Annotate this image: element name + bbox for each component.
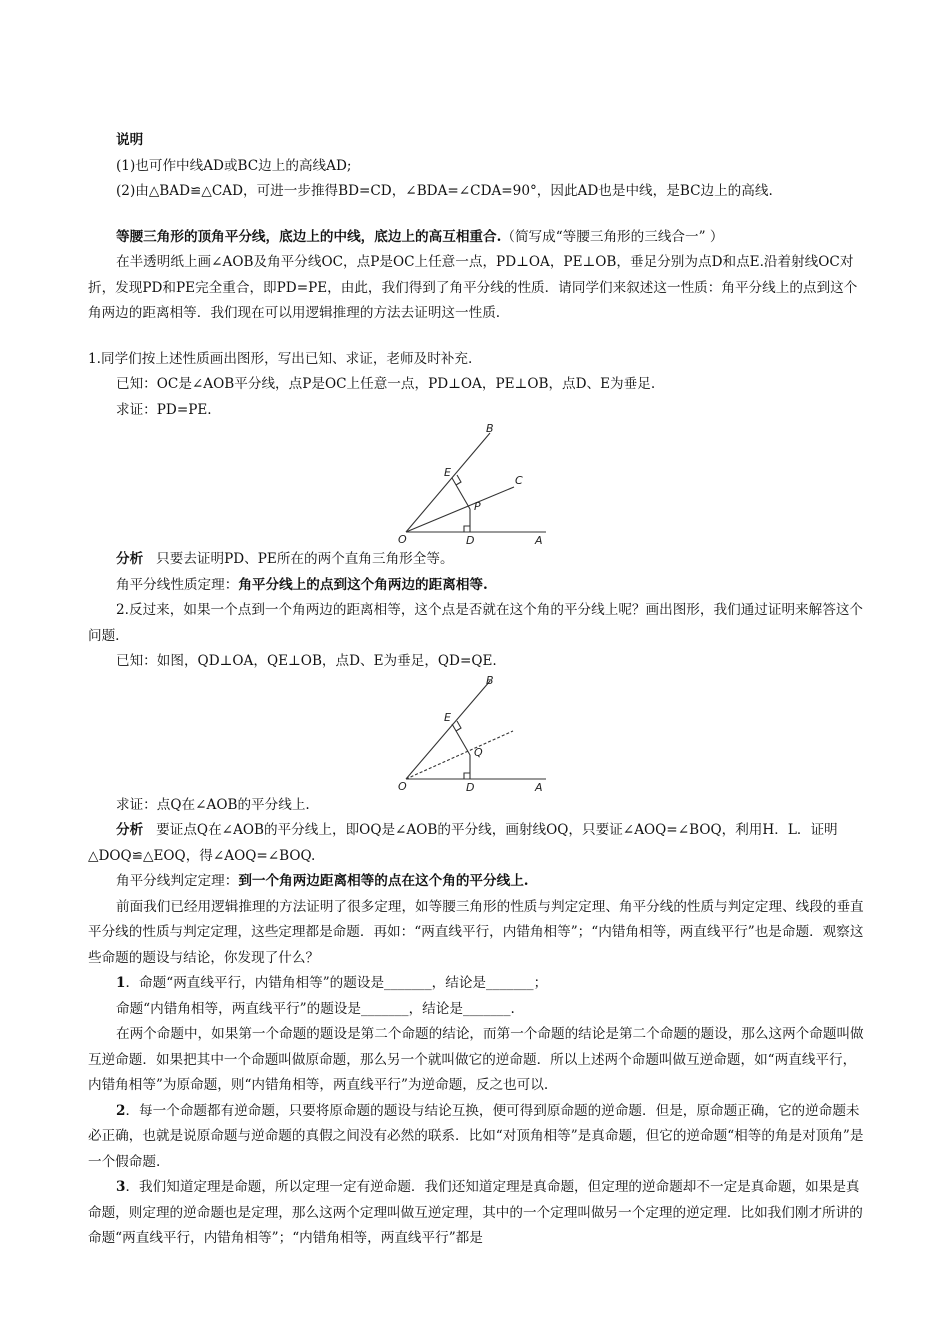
item-1-line-2: 命题“内错角相等，两直线平行”的题设是_______，结论是_______. bbox=[116, 1000, 515, 1017]
label-b: B bbox=[486, 674, 494, 687]
question-2: 2.反过来，如果一个点到一个角两边的距离相等，这个点是否就在这个角的平分线上呢？画出图形，我们通过证明来解答这个问题. bbox=[88, 602, 864, 644]
ray-ob bbox=[406, 433, 490, 532]
item-2-number: 2 bbox=[116, 1102, 126, 1119]
label-a: A bbox=[535, 780, 543, 793]
label-o: O bbox=[398, 779, 407, 793]
note-line-2: (2)由△BAD≌△CAD，可进一步推得BD=CD，∠BDA=∠CDA=90°，因此AD也是中线，是BC边上的高线. bbox=[116, 183, 773, 199]
angle-bisector-diagram-1 bbox=[88, 423, 868, 547]
label-e: E bbox=[444, 466, 451, 479]
figure-1 bbox=[88, 423, 868, 547]
question-1: 1.同学们按上述性质画出图形，写出已知、求证，老师及时补充. bbox=[88, 350, 473, 367]
theorem-2 bbox=[88, 869, 868, 895]
three-lines-bold: 等腰三角形的顶角平分线，底边上的中线，底边上的高互相重合. bbox=[116, 228, 502, 245]
label-p: P bbox=[474, 500, 481, 513]
converse-paragraph: 前面我们已经用逻辑推理的方法证明了很多定理，如等腰三角形的性质与判定定理、角平分线的性质与判定定理、线段的垂直平分线的性质与判定定理，这些定理都是命题．再如：“两直线平行，内错角相等”；“内错角相等，两直线平行”也是命题．观察这些命题的题设与结论，你发现了什么？ bbox=[88, 898, 864, 966]
item-3-number: 3 bbox=[116, 1179, 126, 1195]
three-lines-statement bbox=[88, 225, 868, 251]
theorem-2-label: 角平分线判定定理： bbox=[116, 873, 239, 889]
item-1-number: 1 bbox=[116, 975, 126, 991]
analysis-1-label: 分析 bbox=[116, 551, 144, 567]
question-1-given: 已知：OC是∠AOB平分线，点P是OC上任意一点，PD⊥OA，PE⊥OB，点D、E为垂足. bbox=[116, 376, 656, 392]
spacer bbox=[88, 205, 868, 225]
label-q: Q bbox=[474, 745, 483, 759]
ray-ob bbox=[406, 681, 490, 779]
right-angle-e bbox=[456, 721, 461, 731]
segment-pe bbox=[452, 478, 470, 509]
analysis-1-text: 只要去证明PD、PE所在的两个直角三角形全等。 bbox=[156, 551, 454, 567]
item-1-text: ．命题“两直线平行，内错角相等”的题设是_______，结论是_______； bbox=[125, 975, 548, 991]
three-lines-paren: （简写成“等腰三角形的三线合一” ） bbox=[501, 228, 724, 245]
label-e: E bbox=[444, 710, 451, 724]
question-1-prove: 求证：PD=PE. bbox=[116, 401, 212, 418]
theorem-2-text: 到一个角两边距离相等的点在这个角的平分线上. bbox=[238, 873, 529, 889]
item-2-text: ．每一个命题都有逆命题，只要将原命题的题设与结论互换，便可得到原命题的逆命题．但是，原命题正确，它的逆命题未必正确，也就是说原命题与逆命题的真假之间没有必然的联系．比如“对顶角相等”是真命题，但它的逆命题“相等的角是对顶角”是一个假命题. bbox=[88, 1102, 864, 1170]
segment-qe bbox=[452, 724, 470, 755]
label-d: D bbox=[466, 534, 475, 547]
item-2 bbox=[88, 1099, 868, 1176]
analysis-2-label: 分析 bbox=[116, 822, 144, 838]
right-angle-d bbox=[464, 526, 470, 532]
spacer bbox=[88, 327, 868, 347]
analysis-2-text: 要证点Q在∠AOB的平分线上，即OQ是∠AOB的平分线，画射线OQ，只要证∠AOQ=∠BOQ，利用H．L．证明△DOQ≌△EOQ，得∠AOQ=∠BOQ. bbox=[88, 822, 838, 864]
intro-paragraph: 在半透明纸上画∠AOB及角平分线OC，点P是OC上任意一点，PD⊥OA，PE⊥OB，垂足分别为点D和点E.沿着射线OC对折，发现PD和PE完全重合，即PD=PE，由此，我们得到了角平分线的性质．请同学们来叙述这一性质：角平分线上的点到这个角两边的距离相等．我们现在可以用逻辑推理的方法去证明这一性质. bbox=[88, 254, 858, 321]
item-3-text: ．我们知道定理是命题，所以定理一定有逆命题．我们还知道定理是真命题，但定理的逆命题却不一定是真命题，如果是真命题，则定理的逆命题也是定理，那么这两个定理叫做互逆定理，其中的一个定理叫做另一个定理的逆定理．比如我们刚才所讲的命题“两直线平行，内错角相等”；“内错角相等，两直线平行”都是 bbox=[88, 1179, 863, 1246]
label-a: A bbox=[535, 534, 543, 547]
theorem-1 bbox=[88, 573, 868, 599]
prove-2: 求证：点Q在∠AOB的平分线上. bbox=[116, 796, 310, 813]
label-o: O bbox=[398, 533, 407, 546]
theorem-1-label: 角平分线性质定理： bbox=[116, 576, 239, 593]
ray-oq-dashed bbox=[406, 731, 513, 779]
note-line-1: (1)也可作中线AD或BC边上的高线AD; bbox=[116, 157, 352, 174]
item-1-line-1 bbox=[88, 971, 868, 997]
analysis-2 bbox=[88, 818, 868, 869]
document-page bbox=[88, 128, 868, 1252]
angle-bisector-diagram-2 bbox=[88, 675, 868, 793]
note-title: 说明 bbox=[116, 132, 144, 148]
right-angle-d bbox=[464, 773, 470, 779]
ray-oc bbox=[406, 487, 514, 532]
theorem-1-text: 角平分线上的点到这个角两边的距离相等. bbox=[238, 576, 488, 593]
question-2-given: 已知：如图，QD⊥OA，QE⊥OB，点D、E为垂足，QD=QE. bbox=[116, 653, 497, 669]
figure-2 bbox=[88, 675, 868, 793]
label-b: B bbox=[486, 423, 494, 435]
label-d: D bbox=[466, 780, 475, 793]
analysis-1 bbox=[88, 547, 868, 573]
mutual-paragraph: 在两个命题中，如果第一个命题的题设是第二个命题的结论，而第一个命题的结论是第二个命题的题设，那么这两个命题叫做互逆命题．如果把其中一个命题叫做原命题，那么另一个就叫做它的逆命题．所以上述两个命题叫做互逆命题，如“两直线平行，内错角相等”为原命题，则“内错角相等，两直线平行”为逆命题，反之也可以. bbox=[88, 1026, 864, 1093]
right-angle-e bbox=[456, 475, 461, 485]
label-c: C bbox=[515, 474, 523, 487]
item-3 bbox=[88, 1175, 868, 1252]
